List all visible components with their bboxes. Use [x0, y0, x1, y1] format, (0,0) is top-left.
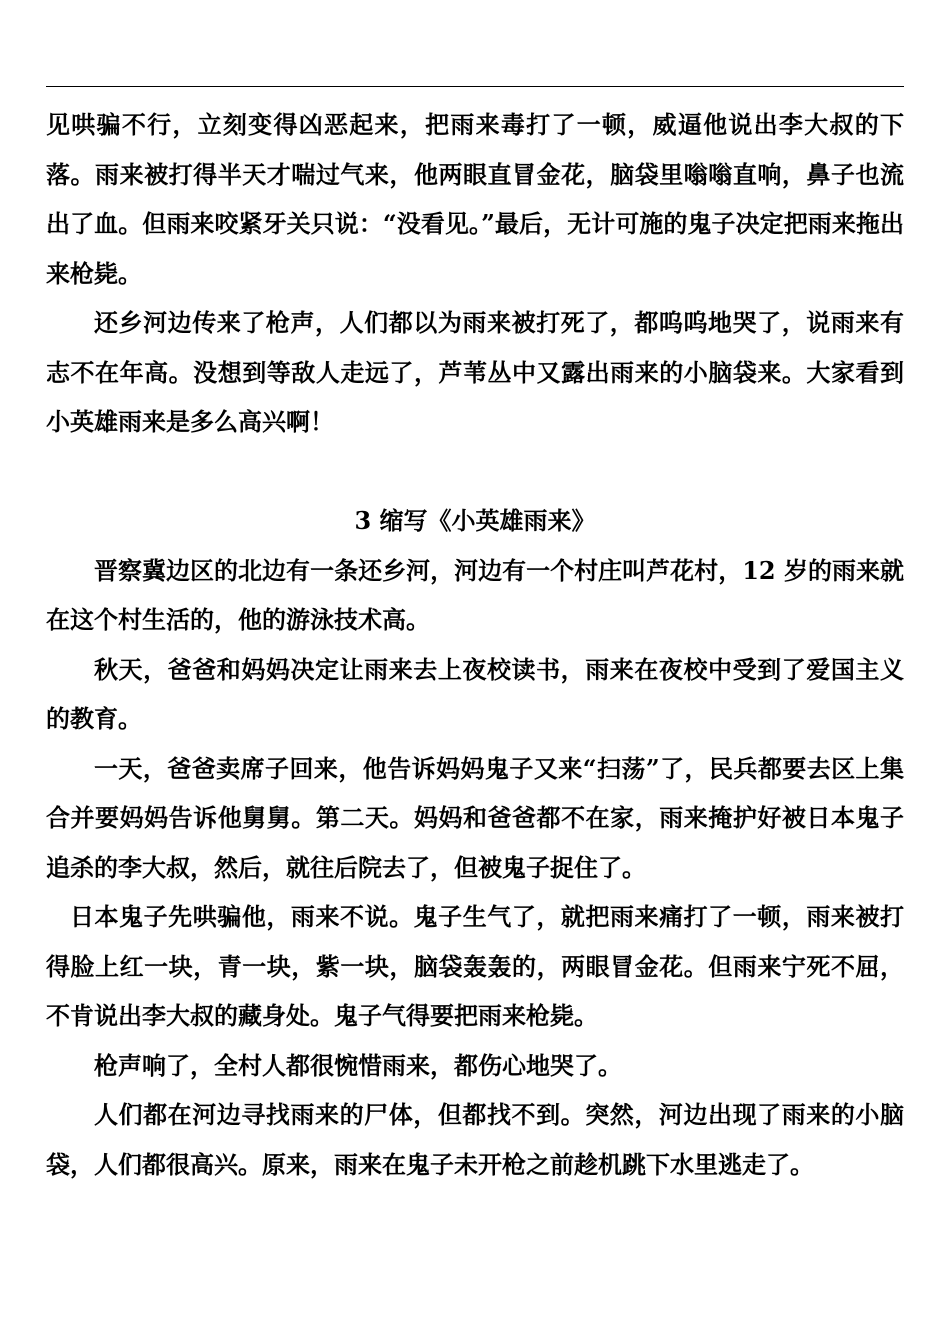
- section-title: 3 缩写《小英雄雨来》: [354, 506, 596, 535]
- section-paragraph-2: 秋天，爸爸和妈妈决定让雨来去上夜校读书，雨来在夜校中受到了爱国主义的教育。: [46, 654, 904, 733]
- section-paragraph-5: 枪声响了，全村人都很惋惜雨来，都伤心地哭了。: [94, 1050, 622, 1080]
- section-paragraph-3: 一天，爸爸卖席子回来，他告诉妈妈鬼子又来“扫荡”了，民兵都要去区上集合并要妈妈告诉他舅舅。第二天。妈妈和爸爸都不在家，雨来掩护好被日本鬼子追杀的李大叔，然后，就往后院去了，但被鬼子捉住了。: [46, 753, 904, 882]
- section-spacer: [46, 447, 904, 497]
- header-rule: [46, 86, 904, 87]
- document-body: [46, 100, 904, 1189]
- paragraph-continued-1: 见哄骗不行，立刻变得凶恶起来，把雨来毒打了一顿，威逼他说出李大叔的下落。雨来被打得半天才喘过气来，他两眼直冒金花，脑袋里嗡嗡直响，鼻子也流出了血。但雨来咬紧牙关只说：“没看见。”最后，无计可施的鬼子决定把雨来拖出来枪毙。: [46, 110, 904, 288]
- section-paragraph-1: 晋察冀边区的北边有一条还乡河，河边有一个村庄叫芦花村，12 岁的雨来就在这个村生活的，他的游泳技术高。: [46, 555, 904, 634]
- section-paragraph-6: 人们都在河边寻找雨来的尸体，但都找不到。突然，河边出现了雨来的小脑袋，人们都很高兴。原来，雨来在鬼子未开枪之前趁机跳下水里逃走了。: [46, 1100, 904, 1179]
- section-paragraph-4: 日本鬼子先哄骗他，雨来不说。鬼子生气了，就把雨来痛打了一顿，雨来被打得脸上红一块，青一块，紫一块，脑袋轰轰的，两眼冒金花。但雨来宁死不屈，不肯说出李大叔的藏身处。鬼子气得要把雨来枪毙。: [46, 902, 904, 1030]
- paragraph-continued-2: 还乡河边传来了枪声，人们都以为雨来被打死了，都呜呜地哭了，说雨来有志不在年高。没想到等敌人走远了，芦苇丛中又露出雨来的小脑袋来。大家看到小英雄雨来是多么高兴啊！: [46, 308, 904, 436]
